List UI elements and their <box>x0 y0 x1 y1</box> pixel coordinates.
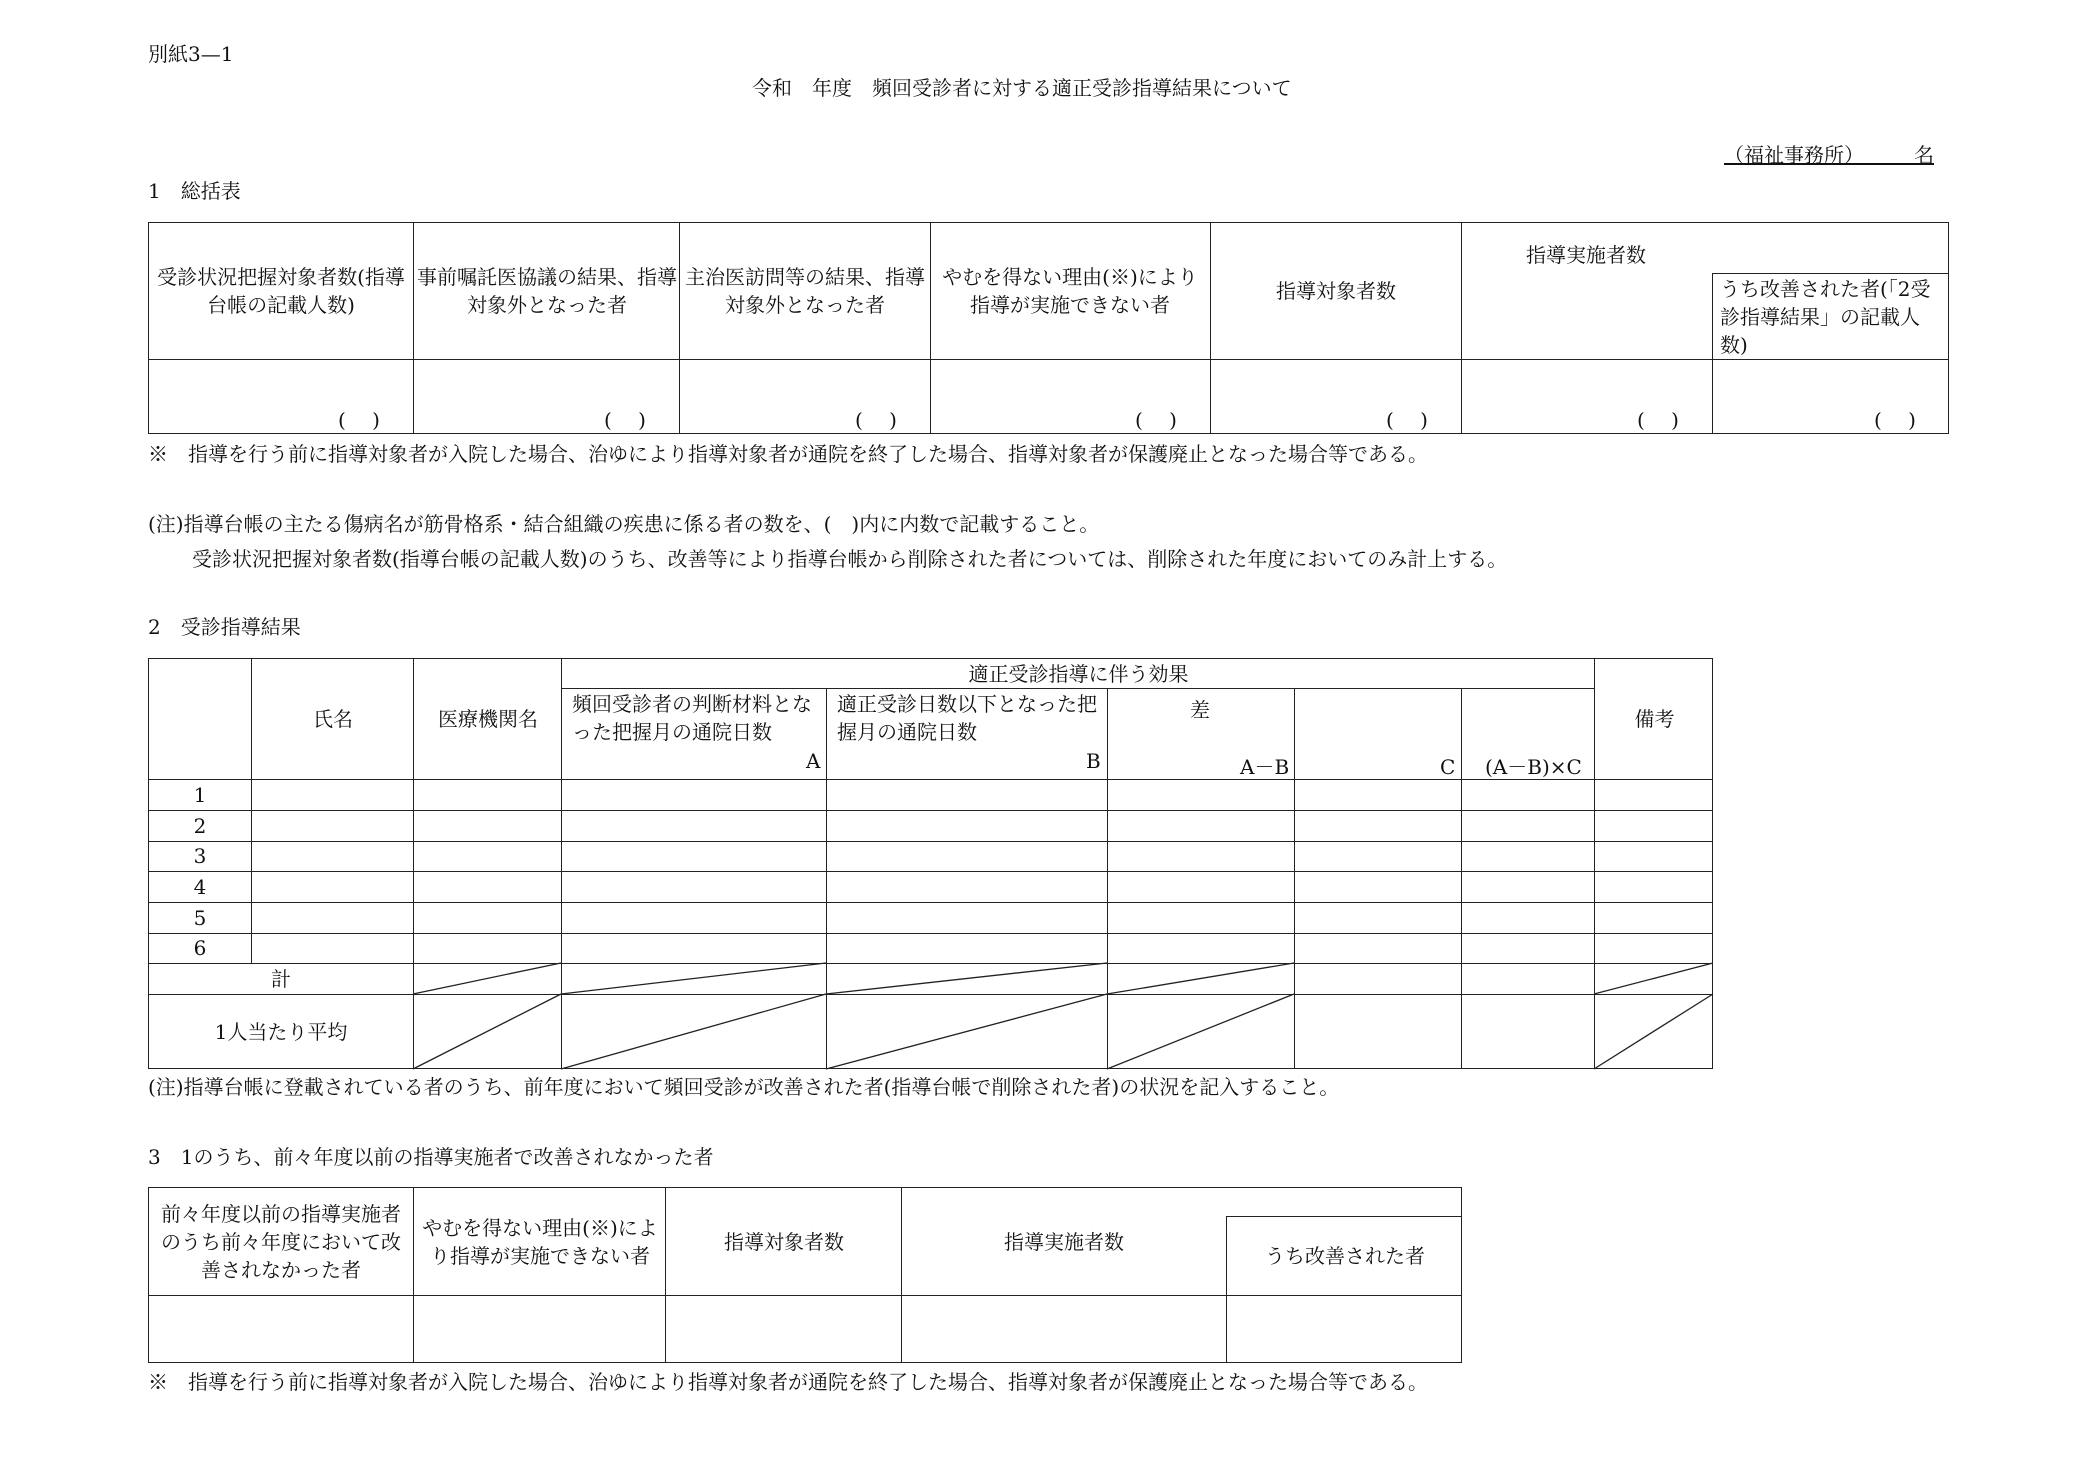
section3-asterisk-note: ※ 指導を行う前に指導対象者が入院した場合、治ゆにより指導対象者が通院を終了した場合、指導対象者が保護廃止となった場合等である。 <box>148 1370 1428 1394</box>
page-label: 別紙3—1 <box>148 42 234 66</box>
total-label: 計 <box>271 967 291 991</box>
row-number: 2 <box>193 814 207 838</box>
header-target-count: 指導対象者数 <box>724 1229 844 1254</box>
col-effect: 適正受診指導に伴う効果 <box>968 661 1189 686</box>
section2-note: (注)指導台帳に登載されている者のうち、前年度において頻回受診が改善された者(指導台帳で削除された者)の状況を記入すること。 <box>148 1075 1340 1099</box>
section2-heading: 2 受診指導結果 <box>148 615 301 639</box>
page-title: 令和 年度 頻回受診者に対する適正受診指導結果について <box>752 76 1292 100</box>
office-name: （福祉事務所） 名 <box>1724 143 1934 167</box>
col-institution: 医療機関名 <box>438 707 538 731</box>
section1-note1: (注)指導台帳の主たる傷病名が筋骨格系・結合組織の疾患に係る者の数を、( )内に内数で記載すること。 <box>148 512 1100 536</box>
col-a-letter: A <box>806 749 821 773</box>
row-number: 5 <box>193 906 207 930</box>
section1-asterisk-note: ※ 指導を行う前に指導対象者が入院した場合、治ゆにより指導対象者が通院を終了した場合、指導対象者が保護廃止となった場合等である。 <box>148 442 1428 466</box>
header-unavoidable: やむを得ない理由(※)により指導が実施できない者 <box>942 265 1198 317</box>
col-b-label: 適正受診日数以下となった把握月の通院日数 <box>837 692 1097 744</box>
section1-heading: 1 総括表 <box>148 179 241 203</box>
col-a-label: 頻回受診者の判断材料となった把握月の通院日数 <box>572 692 812 744</box>
section3-heading: 3 1のうち、前々年度以前の指導実施者で改善されなかった者 <box>148 1145 714 1169</box>
row-number: 6 <box>193 936 207 960</box>
col-diff-formula: A－B <box>1240 755 1290 779</box>
paren-3: ( ) <box>855 408 897 432</box>
average-label: 1人当たり平均 <box>214 1020 348 1044</box>
section1-note2: 受診状況把握対象者数(指導台帳の記載人数)のうち、改善等により指導台帳から削除された者については、削除された年度においてのみ計上する。 <box>192 547 1508 571</box>
header-subjects-count: 受診状況把握対象者数(指導台帳の記載人数) <box>157 265 405 317</box>
paren-7: ( ) <box>1874 408 1916 432</box>
header-unimproved-prior: 前々年度以前の指導実施者のうち前々年度において改善されなかった者 <box>161 1201 401 1282</box>
header-improved-count: うち改善された者(「2受診指導結果」の記載人数) <box>1720 277 1931 357</box>
col-name: 氏名 <box>313 707 353 731</box>
row-number: 1 <box>193 783 207 807</box>
paren-6: ( ) <box>1637 408 1679 432</box>
col-c-letter: C <box>1440 755 1456 779</box>
paren-5: ( ) <box>1386 408 1428 432</box>
col-b-letter: B <box>1086 749 1101 773</box>
col-remarks: 備考 <box>1634 707 1675 731</box>
paren-2: ( ) <box>604 408 646 432</box>
header-implemented-count: 指導実施者数 <box>1004 1229 1124 1254</box>
header-unavoidable: やむを得ない理由(※)により指導が実施できない者 <box>422 1215 658 1268</box>
header-excluded-by-consultation: 事前嘱託医協議の結果、指導対象外となった者 <box>417 265 677 317</box>
header-improved-count: うち改善された者 <box>1265 1243 1425 1268</box>
row-number: 3 <box>193 844 207 868</box>
row-number: 4 <box>193 875 207 899</box>
header-implemented-count: 指導実施者数 <box>1526 243 1646 267</box>
header-target-count: 指導対象者数 <box>1276 279 1396 303</box>
col-diff: 差 <box>1190 698 1210 722</box>
paren-1: ( ) <box>338 408 380 432</box>
header-excluded-by-visit: 主治医訪問等の結果、指導対象外となった者 <box>685 265 925 317</box>
paren-4: ( ) <box>1135 408 1177 432</box>
col-total-formula: (A－B)×C <box>1485 755 1582 779</box>
